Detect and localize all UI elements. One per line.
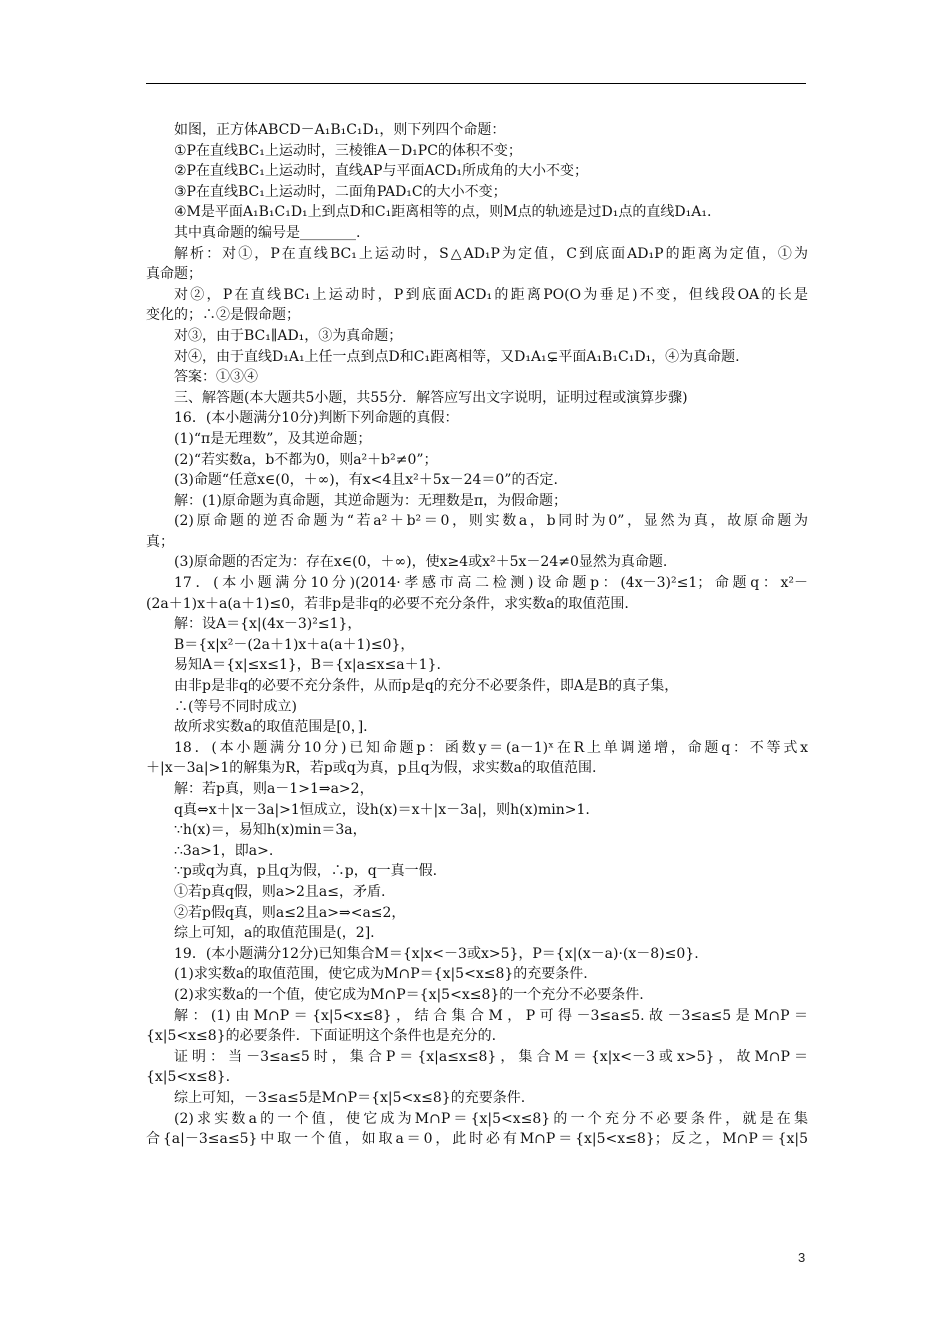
text-line: (2)求实数a的一个值，使它成为M∩P＝{x|5<x≤8}的一个充分不必要条件，就是在集: [174, 1110, 808, 1127]
text-line: {x|5<x≤8}的必要条件．下面证明这个条件也是充分的.: [146, 1028, 497, 1045]
text-line: 如图，正方体ABCD－A₁B₁C₁D₁，则下列四个命题：: [174, 122, 506, 138]
text-line: {x|5<x≤8}.: [146, 1069, 231, 1086]
text-line: 17．(本小题满分10分)(2014·孝感市高二检测)设命题p：(4x－3)²≤1；命题q：x²－: [174, 575, 808, 592]
text-line: ∴(等号不同时成立): [174, 698, 297, 715]
text-line: (2a＋1)x＋a(a＋1)≤0，若非p是非q的必要不充分条件，求实数a的取值范围.: [146, 595, 629, 612]
text-line: (2)原命题的逆否命题为“若a²＋b²＝0，则实数a，b同时为0”，显然为真，故原命题为: [174, 513, 808, 530]
text-line: 三、解答题(本大题共5小题，共55分．解答应写出文字说明，证明过程或演算步骤): [174, 389, 688, 406]
text-line: 18．(本小题满分10分)已知命题p：函数y＝(a－1)ˣ在R上单调递增，命题q：不等式x: [174, 739, 808, 756]
text-line: (3)命题“任意x∈(0，＋∞)，有x<4且x²＋5x－24＝0”的否定.: [174, 472, 558, 489]
text-line: 变化的；∴②是假命题；: [146, 307, 300, 324]
text-line: q真⇔x＋|x－3a|>1恒成立，设h(x)＝x＋|x－3a|，则h(x)min>1.: [174, 801, 590, 818]
text-line: 解析：对①，P在直线BC₁上运动时，S△AD₁P为定值，C到底面AD₁P的距离为定值，①为: [174, 245, 808, 262]
text-line: (2)求实数a的一个值，使它成为M∩P＝{x|5<x≤8}的一个充分不必要条件.: [174, 986, 644, 1003]
text-line: 其中真命题的编号是________.: [174, 224, 361, 241]
text-line: 答案：①③④: [174, 369, 258, 386]
text-line: 解：(1)原命题为真命题，其逆命题为：无理数是π，为假命题；: [174, 492, 568, 509]
text-line: ∴3a>1，即a>.: [174, 842, 274, 859]
text-line: 故所求实数a的取值范围是[0，].: [174, 719, 368, 736]
text-line: 易知A＝{x|≤x≤1}，B＝{x|a≤x≤a＋1}.: [174, 657, 441, 674]
text-line: 对②，P在直线BC₁上运动时，P到底面ACD₁的距离PO(O为垂足)不变，但线段OA的长是: [174, 286, 808, 303]
header-rule: [146, 83, 806, 84]
text-line: 解：设A＝{x|(4x－3)²≤1}，: [174, 616, 362, 633]
text-line: 19．(本小题满分12分)已知集合M＝{x|x<－3或x>5}，P＝{x|(x－a)·(x－8)≤0}.: [174, 945, 699, 962]
text-line: (3)原命题的否定为：存在x∈(0，＋∞)，使x≥4或x²＋5x－24≠0显然为真命题.: [174, 554, 668, 571]
text-line: B＝{x|x²－(2a＋1)x＋a(a＋1)≤0}，: [174, 636, 415, 653]
text-line: ②若p假q真，则a≤2且a>⇒<a≤2，: [174, 904, 406, 921]
text-line: 综上可知，a的取值范围是(，2].: [174, 925, 375, 942]
text-line: 综上可知，－3≤a≤5是M∩P＝{x|5<x≤8}的充要条件.: [174, 1089, 526, 1106]
text-line: ∵p或q为真，p且q为假，∴p，q一真一假.: [174, 863, 438, 880]
text-line: ①P在直线BC₁上运动时，三棱锥A－D₁PC的体积不变；: [174, 142, 522, 159]
text-line: ∵h(x)＝，易知h(x)min＝3a，: [174, 822, 367, 839]
text-line: ＋|x－3a|>1的解集为R，若p或q为真，p且q为假，求实数a的取值范围.: [146, 760, 597, 777]
text-line: (2)“若实数a，b不都为0，则a²＋b²≠0”；: [174, 451, 438, 468]
text-line: ①若p真q假，则a>2且a≤，矛盾.: [174, 883, 386, 900]
text-line: (1)“π是无理数”，及其逆命题；: [174, 430, 372, 447]
text-line: 16．(本小题满分10分)判断下列命题的真假：: [174, 410, 459, 427]
text-line: 解：若p真，则a－1>1⇒a>2，: [174, 781, 374, 797]
text-line: ④M是平面A₁B₁C₁D₁上到点D和C₁距离相等的点，则M点的轨迹是过D₁点的直线D₁A₁.: [174, 204, 712, 221]
text-line: 真命题；: [146, 266, 202, 283]
page-number: 3: [798, 1250, 806, 1265]
text-line: 证明：当－3≤a≤5时，集合P＝{x|a≤x≤8}，集合M＝{x|x<－3或x>5}，故M∩P＝: [174, 1048, 808, 1065]
text-line: 解：(1)由M∩P＝{x|5<x≤8}，结合集合M，P可得－3≤a≤5.故－3≤a≤5是M∩P＝: [174, 1007, 808, 1024]
page-body: [146, 120, 808, 1150]
text-line: 对③，由于BC₁∥AD₁，③为真命题；: [174, 327, 403, 344]
text-line: 真；: [146, 533, 174, 550]
text-line: ③P在直线BC₁上运动时，二面角PAD₁C的大小不变；: [174, 183, 507, 200]
text-line: 由非p是非q的必要不充分条件，从而p是q的充分不必要条件，即A是B的真子集，: [174, 678, 679, 695]
text-line: 合{a|－3≤a≤5}中取一个值，如取a＝0，此时必有M∩P＝{x|5<x≤8}；反之，M∩P＝{x|5: [146, 1131, 808, 1148]
text-line: 对④，由于直线D₁A₁上任一点到点D和C₁距离相等，又D₁A₁⊊平面A₁B₁C₁D₁，④为真命题.: [174, 348, 740, 365]
text-line: (1)求实数a的取值范围，使它成为M∩P＝{x|5<x≤8}的充要条件.: [174, 966, 588, 983]
text-line: ②P在直线BC₁上运动时，直线AP与平面ACD₁所成角的大小不变；: [174, 163, 589, 180]
